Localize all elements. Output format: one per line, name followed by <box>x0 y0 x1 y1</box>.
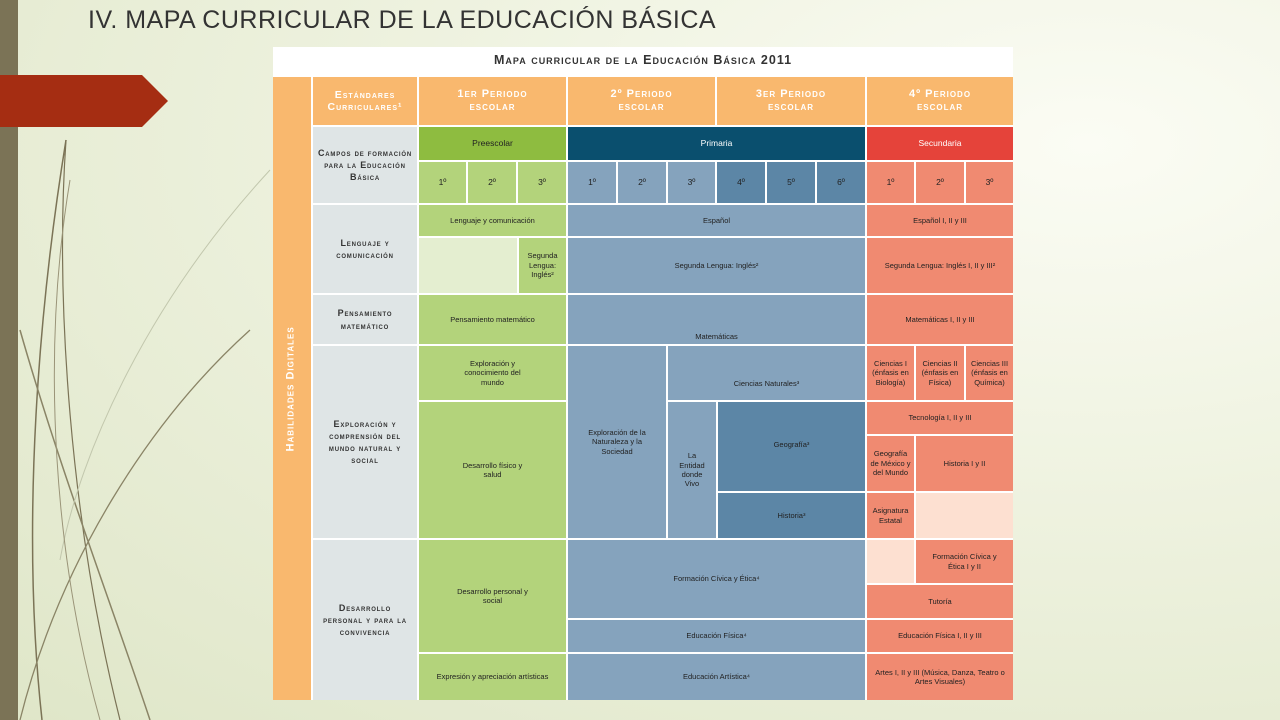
field-lenguaje: Lenguaje y comunicación <box>313 205 417 293</box>
grade-sec-2: 2º <box>916 162 964 203</box>
digital-skills-label: Habilidades Digitales <box>285 325 298 452</box>
period-4-header: 4º Periodo escolar <box>867 77 1013 125</box>
period-3-header: 3er Periodo escolar <box>717 77 865 125</box>
subject-formacion-pri: Formación Cívica y Ética⁴ <box>568 540 865 618</box>
subject-formacion-sec: Formación Cívica y Ética I y II <box>916 540 1013 583</box>
grade-pri-5: 5º <box>767 162 815 203</box>
grade-pre-2: 2º <box>468 162 516 203</box>
field-exploracion: Exploración y comprensión del mundo natural y social <box>313 346 417 538</box>
subject-tecnologia: Tecnología I, II y III <box>867 402 1013 434</box>
subject-matematicas-sec: Matemáticas I, II y III <box>867 295 1013 344</box>
level-preescolar: Preescolar <box>419 127 566 160</box>
subject-segunda-pri: Segunda Lengua: Inglés² <box>568 238 865 293</box>
subject-ciencias-1: Ciencias I (énfasis en Biología) <box>867 346 914 400</box>
grade-pri-3: 3º <box>668 162 715 203</box>
grade-sec-3: 3º <box>966 162 1013 203</box>
subject-entidad: La Entidad donde Vivo <box>668 402 716 538</box>
map-title: Mapa curricular de la Educación Básica 2011 <box>493 53 793 68</box>
subject-asignatura-estatal: Asignatura Estatal <box>867 493 914 538</box>
subject-matematicas: Matemáticas <box>568 295 865 344</box>
field-desarrollo: Desarrollo personal y para la convivencia <box>313 540 417 700</box>
subject-segunda-pre: Segunda Lengua: Inglés² <box>519 238 566 293</box>
standards-header: Estándares Curriculares¹ <box>313 77 417 125</box>
subject-educacion-fisica-sec: Educación Física I, II y III <box>867 620 1013 652</box>
subject-exploracion-pre: Exploración y conocimiento del mundo <box>419 346 566 400</box>
fields-header: Campos de formación para la Educación Básica <box>313 127 417 203</box>
level-primaria: Primaria <box>568 127 865 160</box>
title-arrow-shape <box>0 75 168 127</box>
subject-pensamiento-pre: Pensamiento matemático <box>419 295 566 344</box>
subject-geografia: Geografía³ <box>718 402 865 491</box>
curricular-map <box>273 47 1013 700</box>
subject-lenguaje-pre: Lenguaje y comunicación <box>419 205 566 236</box>
period-1-header: 1er Periodo escolar <box>419 77 566 125</box>
subject-geografia-sec: Geografía de México y del Mundo <box>867 436 914 491</box>
subject-ciencias-naturales: Ciencias Naturales³ <box>668 346 865 400</box>
subject-exploracion-pri: Exploración de la Naturaleza y la Sociedad <box>568 346 666 538</box>
subject-desarrollo-fisico: Desarrollo físico y salud <box>419 402 566 538</box>
empty-cell <box>867 540 914 583</box>
subject-tutoria: Tutoría <box>867 585 1013 618</box>
grade-sec-1: 1º <box>867 162 914 203</box>
grade-pri-4: 4º <box>717 162 765 203</box>
subject-expresion: Expresión y apreciación artísticas <box>419 654 566 700</box>
period-2-header: 2º Periodo escolar <box>568 77 715 125</box>
empty-cell <box>916 493 1013 538</box>
subject-ciencias-3: Ciencias III (énfasis en Química) <box>966 346 1013 400</box>
grade-pri-6: 6º <box>817 162 865 203</box>
subject-desarrollo-personal: Desarrollo personal y social <box>419 540 566 652</box>
digital-skills-band <box>273 77 311 700</box>
grade-pri-2: 2º <box>618 162 666 203</box>
subject-espanol: Español <box>568 205 865 236</box>
subject-historia: Historia³ <box>718 493 865 538</box>
empty-cell <box>419 238 517 293</box>
subject-educacion-artistica: Educación Artística⁴ <box>568 654 865 700</box>
field-pensamiento: Pensamiento matemático <box>313 295 417 344</box>
grade-pre-1: 1º <box>419 162 466 203</box>
subject-educacion-fisica: Educación Física⁴ <box>568 620 865 652</box>
subject-historia-sec: Historia I y II <box>916 436 1013 491</box>
subject-artes-sec: Artes I, II y III (Música, Danza, Teatro o Artes Visuales) <box>867 654 1013 700</box>
level-secundaria: Secundaria <box>867 127 1013 160</box>
subject-espanol-sec: Español I, II y III <box>867 205 1013 236</box>
grade-pre-3: 3º <box>518 162 566 203</box>
subject-segunda-sec: Segunda Lengua: Inglés I, II y III² <box>867 238 1013 293</box>
grade-pri-1: 1º <box>568 162 616 203</box>
slide-title: IV. MAPA CURRICULAR DE LA EDUCACIÓN BÁSICA <box>88 6 717 34</box>
subject-ciencias-2: Ciencias II (énfasis en Física) <box>916 346 964 400</box>
